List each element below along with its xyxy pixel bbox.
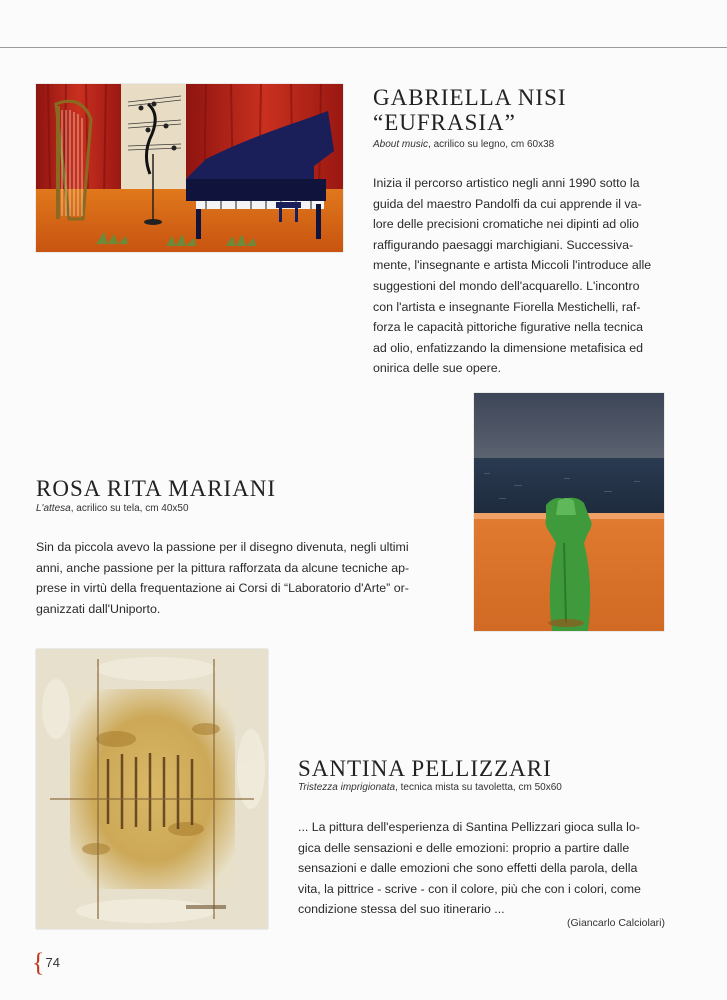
text-line: condizione stessa del suo itinerario ... xyxy=(298,902,505,917)
text-line: ad olio, enfatizzando la dimensione metafisica ed xyxy=(373,340,644,355)
text-line: ganizzati dall'Uniporto. xyxy=(36,601,161,616)
work-title: Tristezza imprigionata xyxy=(298,782,396,793)
artist-name-santina-pellizzari: SANTINA PELLIZZARI xyxy=(298,756,552,781)
painting-tristezza-imprigionata xyxy=(36,649,268,929)
caption-tristezza-imprigionata xyxy=(298,782,562,794)
painting-lattesa xyxy=(474,393,664,631)
text-line: sensazioni e dalle emozioni che sono effetti della parola, della xyxy=(298,861,638,876)
bio-gabriella-nisi xyxy=(373,173,651,379)
artist-name-line1: GABRIELLA NISI xyxy=(373,85,567,110)
work-title: About music xyxy=(373,139,429,150)
artist-name-line2: “EUFRASIA” xyxy=(373,110,516,135)
text-line: con l'artista e insegnante Fiorella Mestichelli, raf- xyxy=(373,299,641,314)
text-line: anni, anche passione per la pittura rafforzata da alcune tecniche ap- xyxy=(36,560,410,575)
page-number-brace: { xyxy=(32,948,45,977)
text-line: onirica delle sue opere. xyxy=(373,361,502,376)
caption-about-music xyxy=(373,139,554,151)
work-title: L'attesa xyxy=(36,503,71,514)
text-line: ... La pittura dell'esperienza di Santina Pellizzari gioca sulla lo- xyxy=(298,820,640,834)
page-number xyxy=(32,948,60,978)
text-line: lore delle precisioni cromatiche nei dipinti ad olio xyxy=(373,217,639,232)
painting-about-music xyxy=(36,84,343,252)
text-line: mente, l'insegnante e artista Miccoli l'introduce alle xyxy=(373,258,652,273)
text-line: gica delle sensazioni e delle emozioni: proprio a partire dalle xyxy=(298,840,630,855)
work-details: , acrilico su tela, cm 40x50 xyxy=(70,503,189,514)
text-line: forza le capacità pittoriche figurative nella tecnica xyxy=(373,320,643,335)
text-line: prese in virtù della frequentazione ai Corsi di “Laboratorio d'Arte” or- xyxy=(36,581,409,596)
caption-lattesa xyxy=(36,503,189,515)
bio-santina-pellizzari xyxy=(298,817,641,920)
artist-name-gabriella-nisi xyxy=(373,85,567,135)
artist-name-rosa-rita-mariani: ROSA RITA MARIANI xyxy=(36,476,277,501)
bio-rosa-rita-mariani xyxy=(36,537,409,619)
text-line: Sin da piccola avevo la passione per il disegno divenuta, negli ultimi xyxy=(36,540,409,554)
work-details: , acrilico su legno, cm 60x38 xyxy=(428,139,555,150)
text-line: suggestioni del mondo dell'acquarello. L'incontro xyxy=(373,278,640,293)
work-details: , tecnica mista su tavoletta, cm 50x60 xyxy=(395,782,562,793)
top-rule xyxy=(0,47,727,48)
text-line: guida del maestro Pandolfi da cui apprende il va- xyxy=(373,196,642,211)
quote-attribution: (Giancarlo Calciolari) xyxy=(566,917,665,929)
text-line: Inizia il percorso artistico negli anni 1990 sotto la xyxy=(373,176,640,190)
text-line: raffigurando paesaggi marchigiani. Successiva- xyxy=(373,237,634,252)
text-line: vita, la pittrice - scrive - con il colore, più che con i colori, come xyxy=(298,881,641,896)
page-number-value: 74 xyxy=(45,955,60,970)
